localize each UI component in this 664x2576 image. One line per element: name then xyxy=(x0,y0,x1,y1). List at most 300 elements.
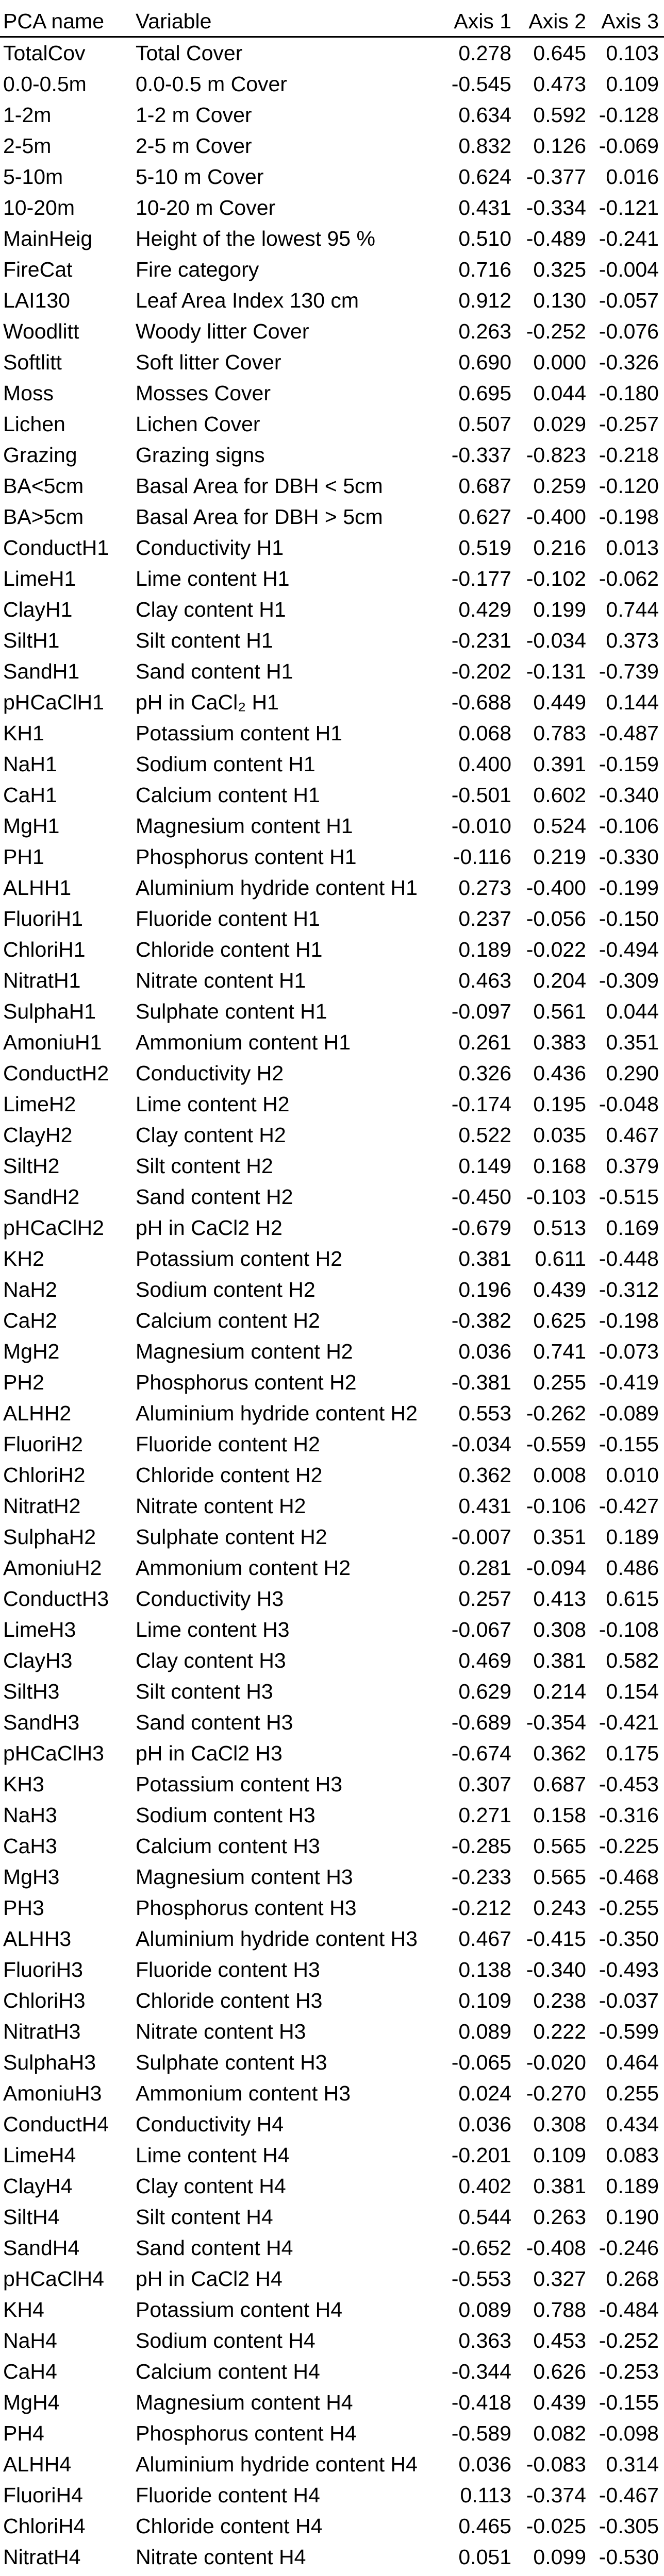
cell-axis-1: 0.024 xyxy=(458,2081,511,2105)
cell-axis-3: 0.175 xyxy=(606,1741,659,1765)
cell-axis-1 xyxy=(440,2572,517,2576)
cell-axis-3: -0.225 xyxy=(599,1834,659,1858)
cell-axis-2: 0.351 xyxy=(533,1525,586,1549)
cell-variable: Soft litter Cover xyxy=(136,350,281,374)
cell-axis-1: 0.263 xyxy=(458,319,511,343)
cell-variable: Phosphorus content H1 xyxy=(136,845,357,869)
cell-axis-1: -0.010 xyxy=(451,814,511,838)
cell-pca-name: FluoriH4 xyxy=(3,2483,83,2507)
cell-axis-3: -0.419 xyxy=(599,1370,659,1394)
table-row xyxy=(0,2449,664,2480)
table-row xyxy=(0,37,664,69)
cell-pca-name: ClayH1 xyxy=(3,598,73,621)
cell-axis-1: -0.177 xyxy=(451,567,511,590)
cell-axis-2: 0.449 xyxy=(533,690,586,714)
table-row xyxy=(0,872,664,903)
cell-variable: Mosses Cover xyxy=(136,381,271,405)
cell-axis-3: 0.373 xyxy=(606,629,659,652)
cell-pca-name: SiltH1 xyxy=(3,629,60,652)
cell-pca-name: 0.0-0.5m xyxy=(3,72,87,96)
cell-axis-1: -0.202 xyxy=(451,659,511,683)
table-row xyxy=(0,2140,664,2171)
cell-axis-3: -0.493 xyxy=(599,1958,659,1981)
cell-pca-name: SandH4 xyxy=(3,2236,80,2260)
table-row xyxy=(0,903,664,934)
cell-axis-3: 0.379 xyxy=(606,1154,659,1178)
cell-axis-1: 0.627 xyxy=(458,505,511,529)
table-row xyxy=(0,1831,664,1861)
table-row xyxy=(0,1861,664,1892)
cell-axis-2: 0.453 xyxy=(533,2329,586,2352)
cell-axis-2: -0.400 xyxy=(526,876,586,900)
cell-axis-3: -0.257 xyxy=(599,412,659,436)
table-row xyxy=(0,2572,664,2576)
cell-axis-1: 0.553 xyxy=(458,1401,511,1425)
table-row xyxy=(0,2047,664,2078)
cell-axis-2: 0.565 xyxy=(533,1834,586,1858)
cell-variable: pH in CaCl₂ H1 xyxy=(136,690,279,714)
table-row xyxy=(0,594,664,625)
cell-axis-2: -0.106 xyxy=(526,1494,586,1518)
cell-variable: Aluminium hydride content H3 xyxy=(136,1927,418,1951)
cell-variable: Phosphorus content H4 xyxy=(136,2421,357,2445)
cell-axis-2: -0.034 xyxy=(526,629,586,652)
table-row xyxy=(0,501,664,532)
cell-axis-3: -0.150 xyxy=(599,907,659,930)
cell-axis-3: -0.120 xyxy=(599,474,659,498)
cell-axis-2: 0.362 xyxy=(533,1741,586,1765)
cell-axis-3: 0.464 xyxy=(606,2050,659,2074)
table-row xyxy=(0,347,664,378)
cell-axis-1: -0.007 xyxy=(451,1525,511,1549)
cell-axis-2: -0.056 xyxy=(526,907,586,930)
cell-pca-name: BA<5cm xyxy=(3,474,84,498)
cell-axis-2: 0.008 xyxy=(533,1463,586,1487)
cell-axis-2: 0.219 xyxy=(533,845,586,869)
cell-axis-1: -0.589 xyxy=(451,2421,511,2445)
cell-axis-1: -0.067 xyxy=(451,1618,511,1641)
table-row xyxy=(0,409,664,439)
table-row xyxy=(0,1243,664,1274)
table-row xyxy=(0,2232,664,2263)
cell-variable: Lime content H1 xyxy=(136,567,290,590)
cell-axis-1: -0.097 xyxy=(451,999,511,1023)
cell-axis-3: 0.189 xyxy=(606,1525,659,1549)
cell-variable: Sodium content H1 xyxy=(136,752,316,776)
table-row xyxy=(0,656,664,687)
cell-axis-2: 0.513 xyxy=(533,1216,586,1240)
cell-pca-name: 5-10m xyxy=(3,165,63,189)
cell-variable: Calcium content H3 xyxy=(136,1834,320,1858)
table-row xyxy=(0,965,664,996)
cell-axis-3: 0.144 xyxy=(606,690,659,714)
cell-axis-3: -0.198 xyxy=(599,505,659,529)
cell-axis-2: 0.436 xyxy=(533,1061,586,1085)
table-row xyxy=(0,1274,664,1305)
cell-variable: Lime content H2 xyxy=(136,1092,290,1116)
cell-axis-2: -0.094 xyxy=(526,1556,586,1580)
table-row xyxy=(0,1305,664,1336)
cell-variable: Magnesium content H1 xyxy=(136,814,353,838)
cell-axis-2: 0.327 xyxy=(533,2267,586,2291)
cell-axis-1: 0.237 xyxy=(458,907,511,930)
cell-axis-3: -0.069 xyxy=(599,134,659,158)
cell-axis-3: 0.189 xyxy=(606,2174,659,2198)
cell-pca-name: TotalCov xyxy=(3,41,86,65)
cell-axis-3: -0.309 xyxy=(599,969,659,992)
cell-axis-1: -0.382 xyxy=(451,1309,511,1332)
cell-pca-name: ConductH1 xyxy=(3,536,109,560)
cell-variable: 10-20 m Cover xyxy=(136,196,276,219)
cell-pca-name: NitratH3 xyxy=(3,2020,81,2043)
cell-axis-3: 0.010 xyxy=(606,1463,659,1487)
cell-variable: 1-2 m Cover xyxy=(136,103,252,127)
cell-pca-name: SulphaH1 xyxy=(3,999,96,1023)
table-row xyxy=(0,1923,664,1954)
cell-axis-2: 0.592 xyxy=(533,103,586,127)
cell-variable: Aluminium hydride content H4 xyxy=(136,2452,418,2476)
cell-pca-name: MgH4 xyxy=(3,2391,60,2414)
table-body xyxy=(0,37,664,2576)
cell-axis-2: 0.611 xyxy=(535,1247,586,1270)
cell-axis-2: -0.415 xyxy=(526,1927,586,1951)
cell-axis-3 xyxy=(591,2572,664,2576)
cell-axis-3: -0.494 xyxy=(599,938,659,961)
cell-axis-2: 0.126 xyxy=(533,134,586,158)
cell-pca-name: SiltH2 xyxy=(3,1154,60,1178)
cell-variable: Height of the lowest 95 % xyxy=(136,227,375,250)
cell-axis-1: 0.402 xyxy=(458,2174,511,2198)
cell-pca-name: FireCat xyxy=(3,258,73,281)
cell-axis-3: 0.103 xyxy=(606,41,659,65)
cell-variable xyxy=(132,2572,440,2576)
cell-pca-name: pHCaClH1 xyxy=(3,690,104,714)
cell-variable: Nitrate content H4 xyxy=(136,2545,306,2569)
cell-axis-1: 0.690 xyxy=(458,350,511,374)
cell-axis-2: 0.082 xyxy=(533,2421,586,2445)
cell-axis-1: 0.196 xyxy=(458,1278,511,1301)
cell-axis-3: -0.467 xyxy=(599,2483,659,2507)
cell-axis-2: 0.222 xyxy=(533,2020,586,2043)
cell-axis-3: -0.330 xyxy=(599,845,659,869)
cell-axis-3: -0.159 xyxy=(599,752,659,776)
table-row xyxy=(0,1120,664,1150)
cell-axis-1: -0.688 xyxy=(451,690,511,714)
cell-pca-name: KH2 xyxy=(3,1247,44,1270)
cell-pca-name: ClayH2 xyxy=(3,1123,73,1147)
cell-axis-3: -0.515 xyxy=(599,1185,659,1209)
table-row xyxy=(0,2541,664,2572)
table-row xyxy=(0,378,664,409)
cell-axis-3: -0.350 xyxy=(599,1927,659,1951)
table-row xyxy=(0,1460,664,1490)
cell-pca-name: AmoniuH2 xyxy=(3,1556,102,1580)
cell-axis-2: 0.238 xyxy=(533,1989,586,2012)
cell-variable: 2-5 m Cover xyxy=(136,134,252,158)
cell-axis-2: 0.000 xyxy=(533,350,586,374)
cell-variable: Clay content H1 xyxy=(136,598,286,621)
cell-axis-1: -0.679 xyxy=(451,1216,511,1240)
cell-axis-3: -0.037 xyxy=(599,1989,659,2012)
cell-axis-2: 0.325 xyxy=(533,258,586,281)
cell-axis-2: 0.741 xyxy=(533,1340,586,1363)
table-row xyxy=(0,2325,664,2356)
cell-axis-1: -0.231 xyxy=(451,629,511,652)
cell-axis-3: -0.098 xyxy=(599,2421,659,2445)
cell-variable: Clay content H3 xyxy=(136,1649,286,1672)
cell-pca-name: ChloriH1 xyxy=(3,938,86,961)
cell-axis-1: 0.912 xyxy=(458,289,511,312)
cell-pca-name: NaH4 xyxy=(3,2329,57,2352)
cell-pca-name: AmoniuH3 xyxy=(3,2081,102,2105)
cell-variable: Sand content H1 xyxy=(136,659,293,683)
cell-pca-name: SandH3 xyxy=(3,1710,80,1734)
cell-axis-2: 0.565 xyxy=(533,1865,586,1889)
cell-axis-2: 0.381 xyxy=(533,1649,586,1672)
table-row xyxy=(0,1769,664,1800)
cell-axis-2: 0.439 xyxy=(533,1278,586,1301)
cell-variable: Silt content H3 xyxy=(136,1680,273,1703)
cell-axis-1: 0.469 xyxy=(458,1649,511,1672)
table-row xyxy=(0,2511,664,2541)
cell-axis-3: -0.048 xyxy=(599,1092,659,1116)
cell-variable: Sulphate content H1 xyxy=(136,999,327,1023)
cell-axis-3: 0.190 xyxy=(606,2205,659,2229)
cell-axis-2: 0.687 xyxy=(533,1772,586,1796)
cell-pca-name: ChloriH2 xyxy=(3,1463,86,1487)
cell-pca-name: KH4 xyxy=(3,2298,44,2321)
cell-axis-1: 0.068 xyxy=(458,721,511,745)
header-axis-2: Axis 2 xyxy=(517,6,591,37)
cell-variable: Fluoride content H1 xyxy=(136,907,320,930)
cell-axis-3: -0.340 xyxy=(599,783,659,807)
cell-axis-2: 0.099 xyxy=(533,2545,586,2569)
cell-axis-2: -0.270 xyxy=(526,2081,586,2105)
table-row xyxy=(0,2356,664,2387)
cell-axis-1: -0.381 xyxy=(451,1370,511,1394)
cell-axis-3: 0.290 xyxy=(606,1061,659,1085)
cell-pca-name: NitratH1 xyxy=(3,969,81,992)
cell-variable: Potassium content H2 xyxy=(136,1247,343,1270)
cell-axis-1: 0.138 xyxy=(458,1958,511,1981)
table-row xyxy=(0,1336,664,1367)
cell-pca-name: SandH1 xyxy=(3,659,80,683)
table-row xyxy=(0,1150,664,1181)
cell-axis-1: -0.674 xyxy=(451,1741,511,1765)
cell-axis-2: -0.400 xyxy=(526,505,586,529)
cell-axis-1: 0.363 xyxy=(458,2329,511,2352)
table-row xyxy=(0,69,664,99)
cell-variable: Ammonium content H3 xyxy=(136,2081,351,2105)
cell-variable: 5-10 m Cover xyxy=(136,165,264,189)
cell-axis-1: -0.116 xyxy=(453,845,511,869)
cell-variable: Potassium content H3 xyxy=(136,1772,343,1796)
cell-axis-2: 0.308 xyxy=(533,2112,586,2136)
cell-variable: Sodium content H4 xyxy=(136,2329,316,2352)
cell-variable: pH in CaCl2 H4 xyxy=(136,2267,283,2291)
table-row xyxy=(0,1583,664,1614)
cell-axis-3: -0.312 xyxy=(599,1278,659,1301)
cell-axis-1: 0.695 xyxy=(458,381,511,405)
cell-axis-3: -0.739 xyxy=(599,659,659,683)
cell-pca-name: ALHH1 xyxy=(3,876,72,900)
cell-axis-2: 0.109 xyxy=(533,2143,586,2167)
cell-axis-2: -0.408 xyxy=(526,2236,586,2260)
cell-pca-name: NitratH4 xyxy=(3,2545,81,2569)
cell-axis-1: -0.337 xyxy=(451,443,511,467)
cell-axis-1: 0.544 xyxy=(458,2205,511,2229)
cell-variable: Fluoride content H4 xyxy=(136,2483,320,2507)
table-row xyxy=(0,1552,664,1583)
cell-axis-2: 0.255 xyxy=(533,1370,586,1394)
cell-axis-1: 0.431 xyxy=(458,196,511,219)
table-row xyxy=(0,2201,664,2232)
table-row xyxy=(0,2387,664,2418)
table-row xyxy=(0,1521,664,1552)
cell-axis-1: 0.113 xyxy=(460,2483,511,2507)
cell-axis-1: 0.278 xyxy=(458,41,511,65)
cell-axis-2: -0.131 xyxy=(526,659,586,683)
cell-variable: Silt content H2 xyxy=(136,1154,273,1178)
cell-axis-2: -0.103 xyxy=(526,1185,586,1209)
cell-axis-3: -0.108 xyxy=(599,1618,659,1641)
cell-variable: Lichen Cover xyxy=(136,412,260,436)
cell-axis-3: -0.057 xyxy=(599,289,659,312)
cell-axis-2 xyxy=(517,2572,591,2576)
cell-variable: Nitrate content H3 xyxy=(136,2020,306,2043)
cell-axis-2: 0.216 xyxy=(533,536,586,560)
cell-pca-name: Woodlitt xyxy=(3,319,79,343)
table-row xyxy=(0,1212,664,1243)
cell-axis-1: -0.450 xyxy=(451,1185,511,1209)
table-row xyxy=(0,2171,664,2201)
pca-loadings-table xyxy=(0,6,664,2576)
cell-pca-name: SiltH4 xyxy=(3,2205,60,2229)
cell-axis-3: -0.241 xyxy=(599,227,659,250)
cell-axis-3: 0.434 xyxy=(606,2112,659,2136)
table-row xyxy=(0,934,664,965)
cell-axis-3: 0.109 xyxy=(606,72,659,96)
cell-axis-2: 0.473 xyxy=(533,72,586,96)
cell-axis-3: -0.453 xyxy=(599,1772,659,1796)
cell-pca-name: MgH1 xyxy=(3,814,60,838)
cell-variable: Phosphorus content H3 xyxy=(136,1896,357,1920)
cell-axis-1: 0.271 xyxy=(458,1803,511,1827)
cell-pca-name: BA>5cm xyxy=(3,505,84,529)
cell-pca-name: ClayH4 xyxy=(3,2174,73,2198)
cell-pca-name: pHCaClH2 xyxy=(3,1216,104,1240)
cell-axis-1: -0.689 xyxy=(451,1710,511,1734)
cell-variable: pH in CaCl2 H2 xyxy=(136,1216,283,1240)
cell-pca-name: CaH1 xyxy=(3,783,57,807)
table-row xyxy=(0,2016,664,2047)
table-row xyxy=(0,1367,664,1398)
cell-pca-name: LimeH4 xyxy=(3,2143,76,2167)
cell-axis-3: -0.121 xyxy=(599,196,659,219)
cell-axis-3: 0.351 xyxy=(606,1030,659,1054)
table-row xyxy=(0,1089,664,1120)
cell-axis-3: -0.255 xyxy=(599,1896,659,1920)
table-row xyxy=(0,254,664,285)
table-row xyxy=(0,718,664,749)
cell-axis-1: 0.400 xyxy=(458,752,511,776)
cell-axis-2: 0.199 xyxy=(533,598,586,621)
cell-axis-3: -0.487 xyxy=(599,721,659,745)
cell-axis-3: 0.255 xyxy=(606,2081,659,2105)
cell-axis-2: 0.204 xyxy=(533,969,586,992)
cell-pca-name: Moss xyxy=(3,381,54,405)
cell-axis-1: 0.109 xyxy=(458,1989,511,2012)
cell-pca-name: Softlitt xyxy=(3,350,62,374)
table-row xyxy=(0,996,664,1027)
table-row xyxy=(0,1027,664,1058)
cell-axis-1: -0.344 xyxy=(451,2360,511,2383)
cell-variable: Potassium content H4 xyxy=(136,2298,343,2321)
cell-axis-1: 0.036 xyxy=(458,1340,511,1363)
cell-pca-name: ALHH3 xyxy=(3,1927,72,1951)
cell-axis-2: 0.391 xyxy=(533,752,586,776)
cell-pca-name: Grazing xyxy=(3,443,77,467)
cell-pca-name: PH1 xyxy=(3,845,44,869)
cell-axis-1: 0.634 xyxy=(458,103,511,127)
cell-pca-name: 10-20m xyxy=(3,196,75,219)
cell-variable: Fluoride content H3 xyxy=(136,1958,320,1981)
cell-axis-3: 0.016 xyxy=(606,165,659,189)
cell-axis-2: 0.214 xyxy=(533,1680,586,1703)
cell-axis-3: -0.218 xyxy=(599,443,659,467)
header-axis-1: Axis 1 xyxy=(440,6,517,37)
cell-axis-1: 0.429 xyxy=(458,598,511,621)
cell-pca-name: ConductH4 xyxy=(3,2112,109,2136)
cell-axis-1: -0.212 xyxy=(451,1896,511,1920)
cell-pca-name xyxy=(0,2572,132,2576)
cell-axis-2: 0.130 xyxy=(533,289,586,312)
cell-axis-2: -0.262 xyxy=(526,1401,586,1425)
cell-axis-3: -0.198 xyxy=(599,1309,659,1332)
table-row xyxy=(0,2480,664,2511)
table-row xyxy=(0,2418,664,2449)
table-row xyxy=(0,779,664,810)
cell-pca-name: SandH2 xyxy=(3,1185,80,1209)
cell-variable: Chloride content H1 xyxy=(136,938,323,961)
cell-axis-2: -0.022 xyxy=(526,938,586,961)
cell-axis-2: 0.413 xyxy=(533,1587,586,1611)
cell-variable: Sand content H3 xyxy=(136,1710,293,1734)
cell-axis-2: 0.439 xyxy=(533,2391,586,2414)
cell-axis-3: -0.062 xyxy=(599,567,659,590)
cell-axis-1: 0.273 xyxy=(458,876,511,900)
cell-pca-name: ChloriH4 xyxy=(3,2514,86,2538)
cell-axis-1: -0.545 xyxy=(451,72,511,96)
table-row xyxy=(0,1800,664,1831)
cell-axis-3: -0.076 xyxy=(599,319,659,343)
cell-axis-2: 0.308 xyxy=(533,1618,586,1641)
cell-axis-3: -0.004 xyxy=(599,258,659,281)
cell-axis-3: 0.154 xyxy=(606,1680,659,1703)
cell-pca-name: ConductH2 xyxy=(3,1061,109,1085)
table-row xyxy=(0,1058,664,1089)
cell-variable: Grazing signs xyxy=(136,443,265,467)
cell-variable: Chloride content H2 xyxy=(136,1463,323,1487)
cell-variable: Sand content H2 xyxy=(136,1185,293,1209)
cell-pca-name: LimeH2 xyxy=(3,1092,76,1116)
cell-pca-name: LimeH3 xyxy=(3,1618,76,1641)
cell-axis-3: -0.468 xyxy=(599,1865,659,1889)
cell-variable: Woody litter Cover xyxy=(136,319,309,343)
cell-axis-3: 0.169 xyxy=(606,1216,659,1240)
cell-axis-3: -0.155 xyxy=(599,1432,659,1456)
cell-axis-1: 0.036 xyxy=(458,2452,511,2476)
